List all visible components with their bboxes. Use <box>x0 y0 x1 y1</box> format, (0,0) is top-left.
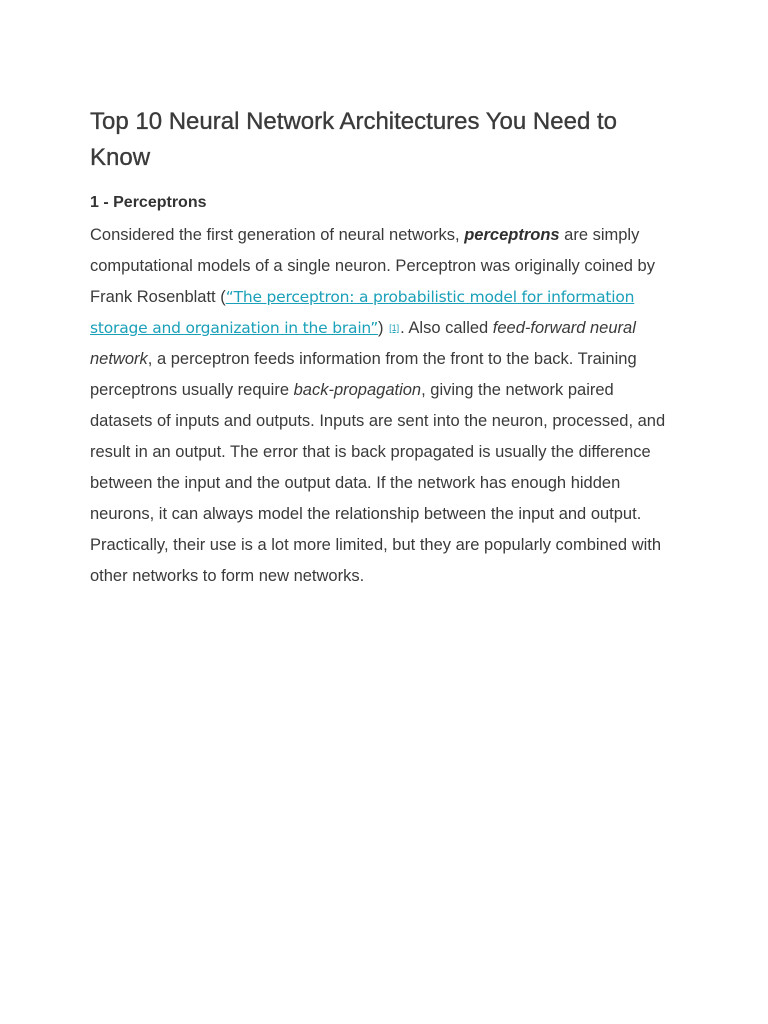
paragraph-text: ) <box>378 319 389 337</box>
section-heading: 1 - Perceptrons <box>90 194 207 211</box>
emphasized-term: perceptrons <box>464 226 560 244</box>
paragraph-text: Considered the first generation of neural networks, <box>90 226 465 244</box>
italic-term: feed-forward neural network <box>90 319 636 368</box>
citation-link[interactable]: “The perceptron: a probabilistic model for information storage and organization in the brain” <box>90 288 635 337</box>
paragraph-text: are simply computational models of a single neuron. Perceptron was originally coined by Frank Rosenblatt ( <box>90 226 655 306</box>
paragraph-text: , a perceptron feeds information from the front to the back. Training perceptrons usually require <box>90 350 637 399</box>
section-paragraph <box>90 220 680 592</box>
paragraph-text: . Also called <box>400 319 493 337</box>
reference-marker[interactable]: [1] <box>389 323 400 333</box>
page-title: Top 10 Neural Network Architectures You Need to Know <box>90 108 617 171</box>
paragraph-text: , giving the network paired datasets of inputs and outputs. Inputs are sent into the neuron, processed, and result in an output. The error that is back propagated is usually the difference between the input and the output data. If the network has enough hidden neurons, it can always model the relationship between the input and output. Practically, their use is a lot more limited, but they are popularly combined with other networks to form new networks. <box>90 381 666 585</box>
italic-term: back-propagation <box>293 381 422 399</box>
